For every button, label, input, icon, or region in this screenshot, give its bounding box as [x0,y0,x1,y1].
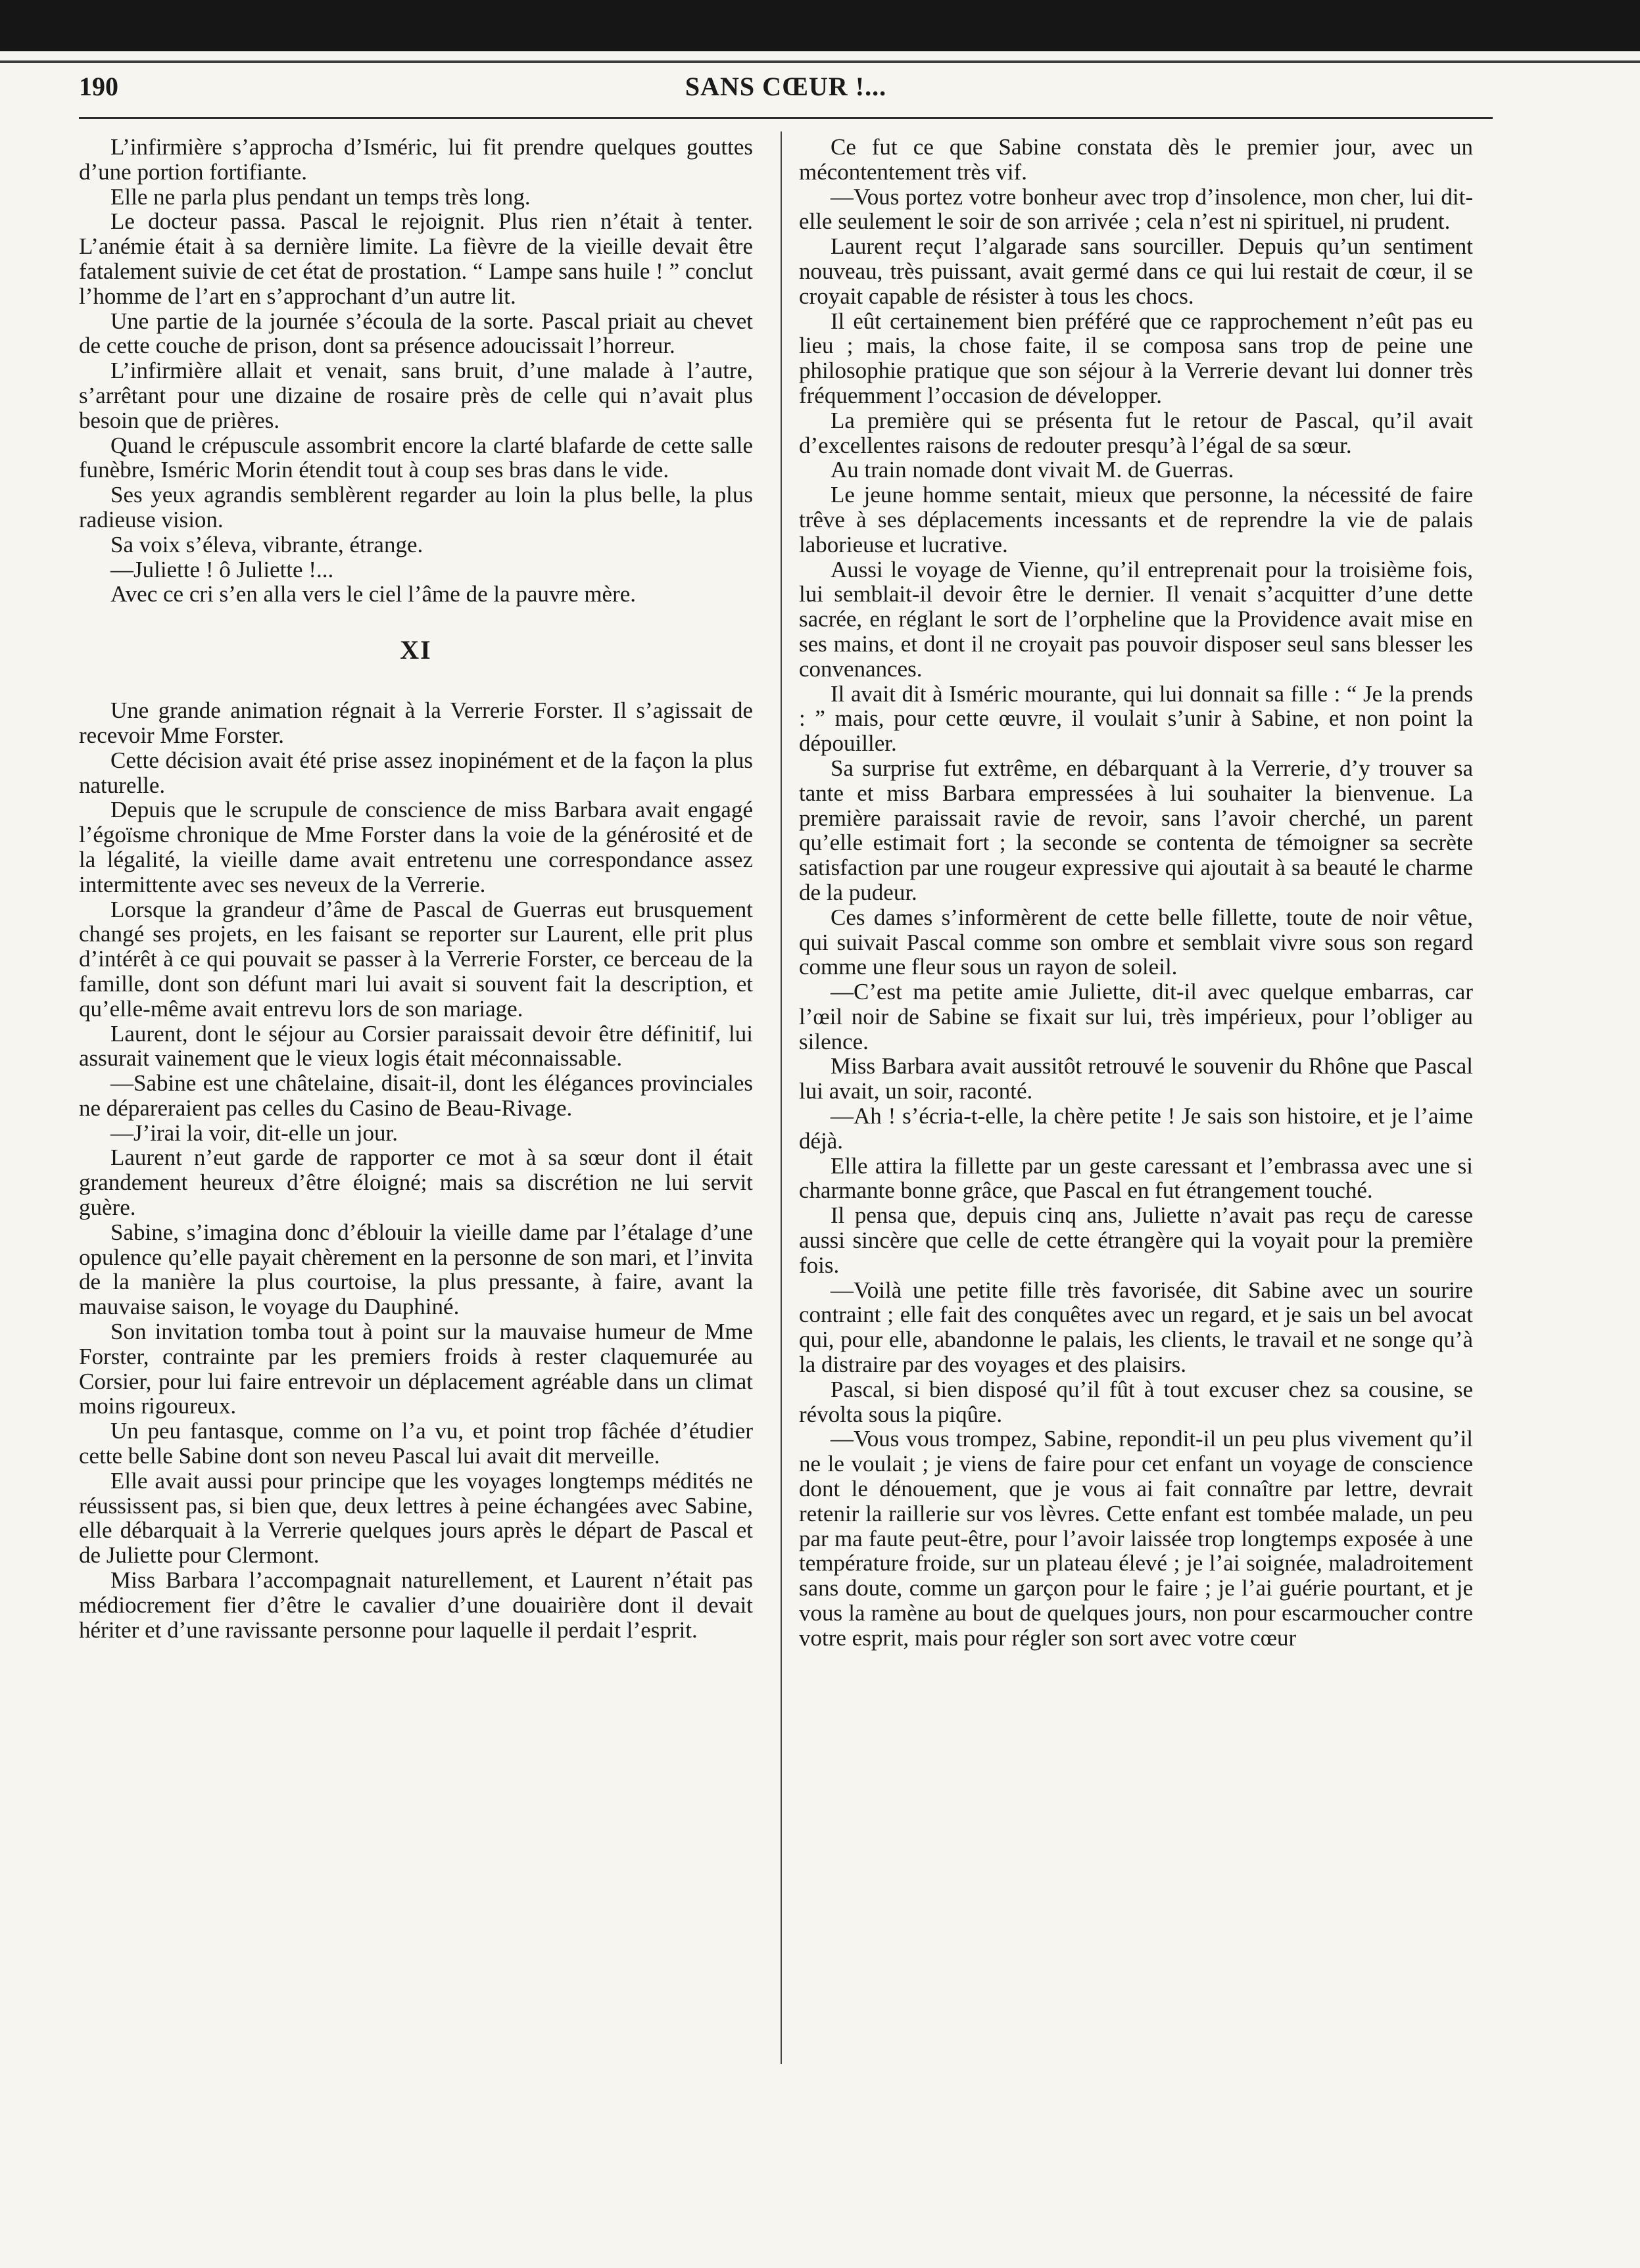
paragraph: Laurent reçut l’algarade sans sourciller. Depuis qu’un sentiment nouveau, très puissant, avait germé dans ce qui lui restait de cœur, il se croyait capable de résister à tous les chocs. [799,233,1473,309]
paragraph: Il avait dit à Isméric mourante, qui lui donnait sa fille : “ Je la prends : ” mais, pour cette œuvre, il voulait s’unir à Sabine, et non point la dépouiller. [799,680,1473,757]
header-rule [79,117,1493,119]
paragraph: Sabine, s’imagina donc d’éblouir la vieille dame par l’étalage d’une opulence qu’elle payait chèrement en la personne de son mari, et l’invita de la manière la plus courtoise, la plus pressante, à faire, avant la mauvaise saison, le voyage du Dauphiné. [79,1219,753,1320]
paragraph: —C’est ma petite amie Juliette, dit-il avec quelque embarras, car l’œil noir de Sabine se fixait sur lui, très impérieux, pour l’obliger au silence. [799,979,1473,1054]
left-column [79,135,753,1642]
running-title: SANS CŒUR !... [685,72,887,101]
paragraph: Pascal, si bien disposé qu’il fût à tout excuser chez sa cousine, se révolta sous la piqûre. [799,1376,1473,1427]
paragraph: Elle attira la fillette par un geste caressant et l’embrassa avec une si charmante bonne grâce, que Pascal en fut étrangement touché. [799,1152,1473,1204]
paragraph: Laurent n’eut garde de rapporter ce mot à sa sœur dont il était grandement heureux d’être éloigné; mais sa discrétion ne lui servit guère. [79,1145,753,1221]
paragraph: —Vous portez votre bonheur avec trop d’insolence, mon cher, lui dit-elle seulement le soir de son arrivée ; cela n’est ni spirituel, ni prudent. [799,183,1473,235]
paragraph: Il eût certainement bien préféré que ce rapprochement n’eût pas eu lieu ; mais, la chose faite, il se composa sans trop de peine une philosophie pratique que son séjour à la Verrerie devant lui donner très fréquemment l’occasion de développer. [799,308,1473,408]
paragraph: Au train nomade dont vivait M. de Guerras. [831,457,1234,483]
column-divider [781,131,782,2064]
paragraph: Cette décision avait été prise assez inopinément et de la façon la plus naturelle. [79,747,753,798]
paragraph: Une grande animation régnait à la Verrerie Forster. Il s’agissait de recevoir Mme Forster. [79,697,753,748]
paragraph: Avec ce cri s’en alla vers le ciel l’âme de la pauvre mère. [110,581,637,607]
paragraph: Ses yeux agrandis semblèrent regarder au loin la plus belle, la plus radieuse vision. [79,482,753,532]
paragraph: —Vous vous trompez, Sabine, repondit-il un peu plus vivement qu’il ne le voulait ; je viens de faire pour cet enfant un voyage de conscience dont le dénouement, que je vous ai fait connaître par lettre, devrait retenir la raillerie sur vos lèvres. Cette enfant est tombée malade, un peu par ma faute peut-être, pour l’avoir laissée trop longtemps exposée à une température froide, sur un plateau élevé ; je l’ai soignée, maladroitement sans doute, comme un garçon pour le faire ; je l’ai guérie pourtant, et je vous la ramène au bout de quelques jours, non pour escarmoucher contre votre esprit, mais pour régler son sort avec votre cœur [799,1426,1473,1651]
paragraph: —Voilà une petite fille très favorisée, dit Sabine avec un sourire contraint ; elle fait des conquêtes avec un regard, et je sais un bel avocat qui, pour elle, abandonne le palais, les clients, le travail et ne songe qu’à la distraire par des voyages et des plaisirs. [799,1277,1473,1378]
paragraph: Miss Barbara l’accompagnait naturellement, et Laurent n’était pas médiocrement fier d’être le cavalier d’une douairière dont il devait hériter et d’une ravissante personne pour laquelle il perdait l’esprit. [79,1567,753,1643]
page-number: 190 [79,72,118,101]
paragraph: Son invitation tomba tout à point sur la mauvaise humeur de Mme Forster, contrainte par les premiers froids à rester claquemurée au Corsier, pour lui faire entrevoir un déplacement agréable dans un climat moins rigoureux. [79,1319,753,1419]
paragraph: Miss Barbara avait aussitôt retrouvé le souvenir du Rhône que Pascal lui avait, un soir, raconté. [799,1053,1473,1104]
paragraph: Aussi le voyage de Vienne, qu’il entreprenait pour la troisième fois, lui semblait-il devoir être le dernier. Il venait s’acquitter d’une dette sacrée, en réglant le sort de l’orpheline que la Providence avait mise en ses mains, et dont il ne croyait pas pouvoir disposer seul sans blesser les convenances. [799,556,1473,682]
paragraph: Le docteur passa. Pascal le rejoignit. Plus rien n’était à tenter. L’anémie était à sa dernière limite. La fièvre de la vieille devait être fatalement suivie de cet état de prostation. “ Lampe sans huile ! ” conclut l’homme de l’art en s’approchant d’un autre lit. [79,208,753,309]
paragraph: Sa voix s’éleva, vibrante, étrange. [110,531,423,557]
paragraph: Le jeune homme sentait, mieux que personne, la nécessité de faire trêve à ses déplacements incessants et de reprendre la vie de palais laborieuse et lucrative. [799,482,1473,557]
paragraph: L’infirmière allait et venait, sans bruit, d’une malade à l’autre, s’arrêtant pour une dizaine de rosaire près de celle qui n’avait plus besoin que de prières. [79,358,753,433]
paragraph: Quand le crépuscule assombrit encore la clarté blafarde de cette salle funèbre, Isméric Morin étendit tout à coup ses bras dans le vide. [79,432,753,483]
paragraph: La première qui se présenta fut le retour de Pascal, qu’il avait d’excellentes raisons de redouter presqu’à l’égal de sa sœur. [799,407,1473,458]
paragraph: Il pensa que, depuis cinq ans, Juliette n’avait pas reçu de caresse aussi sincère que celle de cette étrangère qui la voyait pour la première fois. [799,1202,1473,1278]
paragraph: L’infirmière s’approcha d’Isméric, lui fit prendre quelques gouttes d’une portion fortifiante. [79,134,753,185]
paragraph: Ce fut ce que Sabine constata dès le premier jour, avec un mécontentement très vif. [799,134,1473,185]
paragraph: Une partie de la journée s’écoula de la sorte. Pascal priait au chevet de cette couche de prison, dont sa présence adoucissait l’horreur. [79,308,753,359]
paragraph: Elle ne parla plus pendant un temps très long. [110,183,531,210]
paragraph: —Sabine est une châtelaine, disait-il, dont les élégances provinciales ne dépareraient pas celles du Casino de Beau-Rivage. [79,1070,753,1121]
paragraph: Elle avait aussi pour principe que les voyages longtemps médités ne réussissent pas, si bien que, deux lettres à peine échangées avec Sabine, elle débarquait à la Verrerie quelques jours après le départ de Pascal et de Juliette pour Clermont. [79,1467,753,1569]
paragraph: Ces dames s’informèrent de cette belle fillette, toute de noir vêtue, qui suivait Pascal comme son ombre et semblait vivre sous son regard comme une fleur sous un rayon de soleil. [799,904,1473,980]
right-column [799,135,1473,1651]
chapter-heading: XI [400,635,432,665]
top-thin-rule [0,60,1640,63]
paragraph: —Ah ! s’écria-t-elle, la chère petite ! Je sais son histoire, et je l’aime déjà. [799,1103,1473,1154]
paragraph: Depuis que le scrupule de conscience de miss Barbara avait engagé l’égoïsme chronique de Mme Forster dans la voie de la générosité et de la légalité, la vieille dame avait entretenu une correspondance assez intermittente avec ses neveux de la Verrerie. [79,797,753,897]
page-header [79,71,1493,110]
paragraph: Lorsque la grandeur d’âme de Pascal de Guerras eut brusquement changé ses projets, en les faisant se reporter sur Laurent, elle prit plus d’intérêt à ce qui pouvait se passer à la Verrerie Forster, ce berceau de la famille, dont son défunt mari lui avait si souvent fait la description, et qu’elle-même avait entrevu lors de son mariage. [79,896,753,1022]
paragraph: Sa surprise fut extrême, en débarquant à la Verrerie, d’y trouver sa tante et miss Barbara empressées à lui souhaiter la bienvenue. La première paraissait ravie de revoir, sans l’avoir cherché, un parent qu’elle estimait fort ; la seconde se contenta de témoigner sa secrète satisfaction par une rougeur expressive qui ajoutait à sa beauté le charme de la pudeur. [799,755,1473,905]
paragraph: Laurent, dont le séjour au Corsier paraissait devoir être définitif, lui assurait vainement que le vieux logis était méconnaissable. [79,1020,753,1072]
paragraph: Un peu fantasque, comme on l’a vu, et point trop fâchée d’étudier cette belle Sabine dont son neveu Pascal lui avait dit merveille. [79,1418,753,1469]
paragraph: —J’irai la voir, dit-elle un jour. [110,1120,398,1146]
top-black-rule [0,0,1640,51]
paragraph: —Juliette ! ô Juliette !... [110,556,334,582]
